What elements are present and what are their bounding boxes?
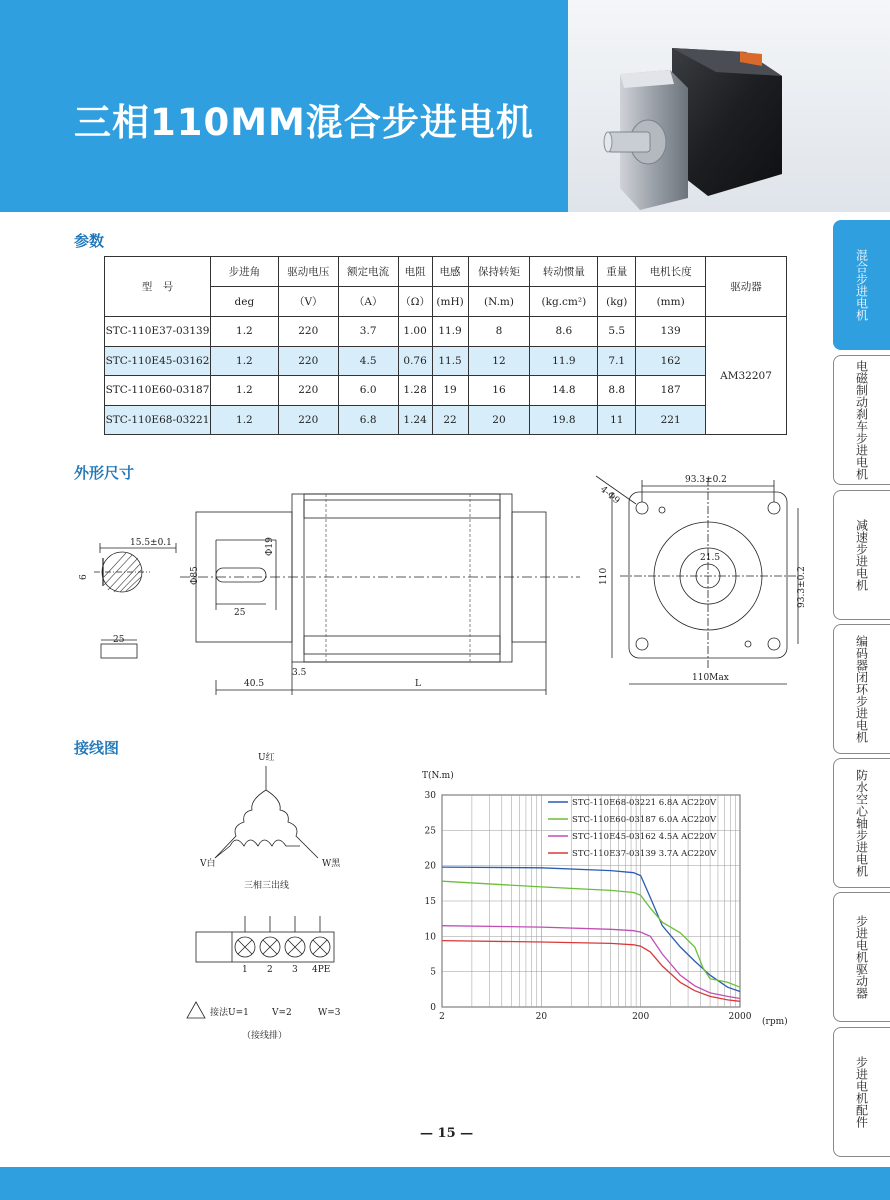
cell-driver: AM32207 [706,317,787,435]
sidebar-tab-hybrid[interactable] [833,220,890,350]
dim-key-len2: 25 [113,635,125,645]
sidebar-tab-label: 编码器闭环步进电机 [854,635,869,743]
sidebar-tab-accessories[interactable] [833,1027,890,1157]
sidebar-tab-label: 混合步进电机 [854,249,869,321]
dim-hole-pitch-v: 93.3±0.2 [797,566,807,608]
cell: 0.76 [398,346,432,376]
header-cell: 电阻 [398,257,432,287]
dim-shaft-dia: Φ19 [265,537,275,556]
cell: 1.28 [398,376,432,406]
cell: 20 [468,405,530,435]
wiring-method: 接法U=1 [210,1008,249,1018]
unit-cell: (mm) [636,287,706,317]
cell: 1.2 [210,346,278,376]
table-row [105,405,787,435]
chart-ytick-label: 5 [430,967,436,978]
unit-cell: （A） [338,287,398,317]
cell: 139 [636,317,706,347]
dim-size-max: 110Max [692,673,729,683]
chart-ytick-label: 10 [424,932,436,943]
wiring-diagram [187,751,341,1041]
cell: 220 [278,405,338,435]
wiring-v-eq: V=2 [272,1008,292,1018]
terminal-caption: （接线排） [242,1031,288,1041]
table-header-row [105,257,787,287]
cell: 7.1 [598,346,636,376]
header-banner [0,0,568,212]
dim-shaft-inner: 21.5 [700,553,721,563]
chart-xtick-label: 2000 [728,1012,752,1022]
header-cell: 电感 [432,257,468,287]
dim-shaft-small: 6 [79,574,89,580]
footer-bar [0,1167,890,1200]
header-cell: 步进角 [210,257,278,287]
dim-shaft-len: 40.5 [244,679,265,689]
header-model: 型 号 [105,257,211,317]
header-cell: 保持转矩 [468,257,530,287]
cell: 11.9 [432,317,468,347]
cell: 1.2 [210,405,278,435]
cell: 187 [636,376,706,406]
wire-u-label: U红 [258,753,275,763]
chart-legend-label: STC-110E60-03187 6.0A AC220V [572,815,717,825]
table-row [105,346,787,376]
cell: 220 [278,376,338,406]
cell-model: STC-110E68-03221 [105,405,211,435]
chart-ytick-label: 30 [424,791,436,801]
shaft-section [79,538,176,658]
cell: 19 [432,376,468,406]
sidebar-tab-label: 步进电机驱动器 [854,915,869,999]
dim-hole-pitch-h: 93.3±0.2 [685,475,727,485]
chart-xlabel: (rpm) [762,1017,788,1027]
dim-pilot-dia: Φ85 [190,566,200,585]
section-dimensions-title: 外形尺寸 [74,464,135,482]
unit-cell: (kg.cm²) [530,287,598,317]
chart-xtick-label: 2 [439,1012,445,1022]
motor-image [568,0,890,212]
chart-legend-label: STC-110E37-03139 3.7A AC220V [572,849,717,859]
sidebar-tab-waterproof[interactable] [833,758,890,888]
cell: 19.8 [530,405,598,435]
cell: 4.5 [338,346,398,376]
chart-ytick-label: 0 [430,1003,436,1013]
cell-model: STC-110E60-03187 [105,376,211,406]
chart-xtick-label: 200 [632,1012,650,1022]
header-cell: 转动惯量 [530,257,598,287]
cell: 221 [636,405,706,435]
dim-flange-thk: 3.5 [292,668,307,678]
dim-shaft-flat: 15.5±0.1 [130,538,172,548]
wiring-w-eq: W=3 [318,1008,341,1018]
cell: 220 [278,346,338,376]
table-row [105,376,787,406]
terminal-label: 3 [292,965,298,975]
cell: 8 [468,317,530,347]
terminal-label: 1 [242,965,248,975]
header-cell: 电机长度 [636,257,706,287]
cell: 22 [432,405,468,435]
dim-key-len: 25 [234,608,246,618]
chart-series-line [442,881,740,987]
cell-model: STC-110E45-03162 [105,346,211,376]
terminal-block [235,916,330,957]
chart-ylabel: T(N.m) [422,771,454,781]
cell: 1.24 [398,405,432,435]
cell: 162 [636,346,706,376]
unit-cell: deg [210,287,278,317]
cell: 3.7 [338,317,398,347]
page-title: 三相110MM混合步进电机 [74,101,534,144]
chart-legend-label: STC-110E68-03221 6.8A AC220V [572,798,717,808]
params-table [104,256,787,435]
section-wiring-title: 接线图 [74,739,120,757]
wire-w-label: W黑 [322,859,341,869]
torque-chart [400,760,800,1035]
cell: 220 [278,317,338,347]
terminal-label: 4PE [312,965,331,975]
dim-size: 110 [599,567,609,585]
cell: 16 [468,376,530,406]
cell: 5.5 [598,317,636,347]
cell: 1.00 [398,317,432,347]
chart-ytick-label: 15 [424,897,436,907]
cell: 14.8 [530,376,598,406]
sidebar-tab-encoder[interactable] [833,624,890,754]
wire-v-label: V白 [200,859,216,869]
sidebar-tab-label: 减速步进电机 [854,519,869,591]
motor-photo [568,0,890,212]
cell: 11.9 [530,346,598,376]
cell-model: STC-110E37-03139 [105,317,211,347]
unit-cell: (mH) [432,287,468,317]
warning-triangle-icon [187,1002,205,1018]
table-row [105,317,787,347]
sidebar-tab-label: 电磁制动刹车步进电机 [854,360,869,480]
front-view [596,475,807,684]
unit-cell: (N.m) [468,287,530,317]
header-cell: 重量 [598,257,636,287]
sidebar-tab-driver[interactable] [833,892,890,1022]
sidebar-tab-label: 防水空心轴步进电机 [854,769,869,877]
unit-cell: （Ω） [398,287,432,317]
cell: 11 [598,405,636,435]
sidebar-tab-brake[interactable] [833,355,890,485]
unit-cell: （V） [278,287,338,317]
header-cell: 驱动电压 [278,257,338,287]
cell: 6.0 [338,376,398,406]
cell: 12 [468,346,530,376]
chart-ytick-label: 20 [424,861,436,872]
cell: 11.5 [432,346,468,376]
wiring-caption: 三相三出线 [244,881,290,891]
dim-holes: 4-Φ9 [598,484,622,507]
cell: 8.8 [598,376,636,406]
header-driver: 驱动器 [706,257,787,317]
dim-body-len: L [415,679,421,689]
cell: 1.2 [210,376,278,406]
header-cell: 额定电流 [338,257,398,287]
side-view [180,494,580,695]
cell: 1.2 [210,317,278,347]
chart-ytick-label: 25 [424,826,436,837]
unit-cell: (kg) [598,287,636,317]
sidebar-tab-label: 步进电机配件 [854,1056,869,1128]
cell: 8.6 [530,317,598,347]
chart-legend-label: STC-110E45-03162 4.5A AC220V [572,832,717,842]
chart-xtick-label: 20 [535,1012,548,1022]
cell: 6.8 [338,405,398,435]
terminal-label: 2 [267,965,273,975]
sidebar-tab-gear[interactable] [833,490,890,620]
page-number: — 15 — [420,1126,474,1141]
section-params-title: 参数 [74,232,105,250]
